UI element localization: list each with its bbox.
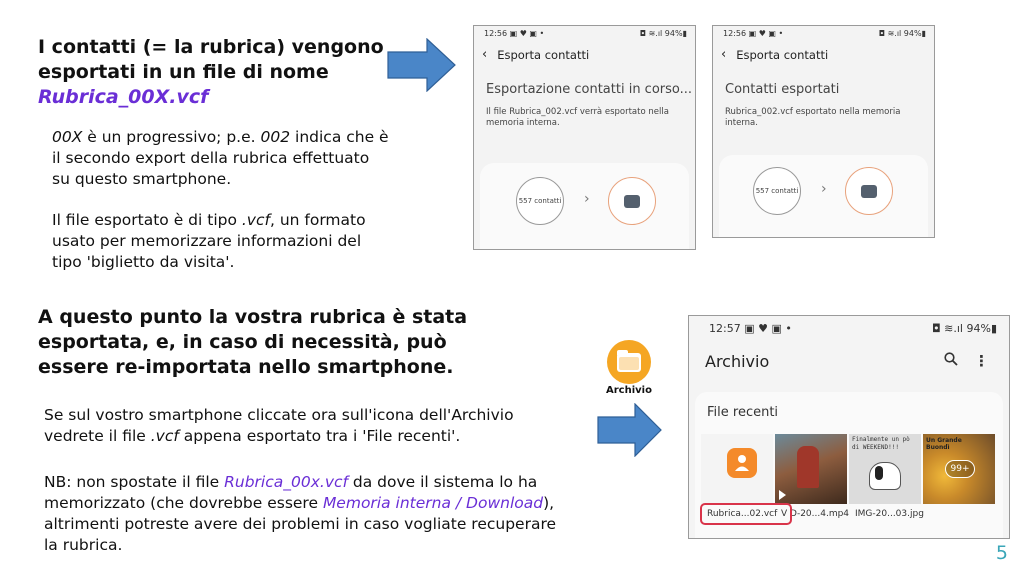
recent-file-image[interactable] <box>849 434 921 504</box>
section1-para1-d: indica che è <box>290 128 389 146</box>
chevron-right-icon: › <box>821 181 827 197</box>
section2-para1-line2c: appena esportato tra i 'File recenti'. <box>178 427 461 445</box>
status-bar <box>689 316 1009 335</box>
file-caption: Rubrica...02.vcf <box>707 509 778 519</box>
section1-para1-b: è un progressivo; p.e. <box>82 128 261 146</box>
file-caption: IMG-20...03.jpg <box>855 509 924 519</box>
file-caption: V D-20...4.mp4 <box>781 509 850 519</box>
status-time: 12:56 <box>484 29 508 38</box>
highlight-box <box>700 503 792 525</box>
folder-circle <box>845 167 893 215</box>
thumb-image-text: Un Grande Buondì <box>926 437 962 451</box>
section2-heading-line1: A questo punto la vostra rubrica è stata <box>38 306 468 328</box>
section1-para1-c: 002 <box>260 128 291 146</box>
section1-para1-line3: su questo smartphone. <box>52 170 232 188</box>
section1-para1-line2: il secondo export della rubrica effettuato <box>52 149 370 167</box>
export-card <box>719 155 928 237</box>
section2-para1-line2b: .vcf <box>150 427 179 445</box>
archivio-screenshot <box>688 315 1010 539</box>
section1-heading-filename: Rubrica_00X.vcf <box>38 86 209 108</box>
recent-file-vcf[interactable] <box>701 434 773 504</box>
section2-para1-line2a: vedrete il file <box>44 427 151 445</box>
section1-paragraph2 <box>52 210 432 273</box>
recent-files-label: File recenti <box>707 405 779 420</box>
archivio-toolbar <box>944 352 989 370</box>
recent-file-image[interactable] <box>923 434 995 504</box>
status-time: 12:56 <box>723 29 747 38</box>
right-arrow-icon <box>597 403 663 457</box>
archivio-app[interactable] <box>603 340 655 396</box>
phone-screenshot-exported <box>712 25 935 238</box>
nb-path: Memoria interna / Download <box>322 494 544 512</box>
folder-icon <box>617 353 641 372</box>
archivio-app-label: Archivio <box>606 385 652 396</box>
status-icons: ▣ ♥ ▣ • <box>748 29 784 38</box>
section1-para1-a: 00X <box>52 128 83 146</box>
archivio-title: Archivio <box>705 352 770 371</box>
screen-title-bar <box>713 47 934 62</box>
section2-para1-line1: Se sul vostro smartphone cliccate ora sull'icona dell'Archivio <box>44 406 514 424</box>
screen-title-bar <box>474 47 695 62</box>
nb-a: NB: non spostate il file <box>44 473 225 491</box>
section1-para2-c: , un formato <box>269 211 366 229</box>
section2-heading-line2: esportata, e, in caso di necessità, può <box>38 331 447 353</box>
recent-files-panel <box>695 392 1003 538</box>
export-status-heading: Contatti esportati <box>725 82 840 97</box>
export-status-sub: Il file Rubrica_002.vcf verrà esportato nella memoria interna. <box>486 107 669 128</box>
folder-icon <box>861 185 877 198</box>
play-icon <box>779 490 786 500</box>
status-bar <box>713 26 934 38</box>
status-right: ◘ ≋.ıl 94%▮ <box>878 29 926 38</box>
contacts-count: 557 contatti <box>518 197 562 205</box>
section2-nb-note <box>44 472 624 556</box>
nb-filename: Rubrica_00x.vcf <box>224 473 348 491</box>
section2-paragraph1 <box>44 405 604 447</box>
section2-heading <box>38 305 498 380</box>
section1-heading <box>38 35 418 110</box>
section1-paragraph1 <box>52 127 432 190</box>
section1-para2-b: .vcf <box>241 211 270 229</box>
contacts-count: 557 contatti <box>755 187 799 195</box>
right-arrow-icon <box>387 38 457 92</box>
more-options-icon[interactable]: ⋮ <box>974 352 989 370</box>
folder-icon <box>624 195 640 208</box>
contacts-count-circle <box>753 167 801 215</box>
nb-b: da dove il sistema lo ha <box>347 473 538 491</box>
export-status-heading: Esportazione contatti in corso... <box>486 82 693 97</box>
archivio-app-icon[interactable] <box>607 340 651 384</box>
nb-line3: altrimenti potreste avere dei problemi in caso vogliate recuperare <box>44 515 557 533</box>
nb-line4: la rubrica. <box>44 536 123 554</box>
recent-file-video[interactable] <box>775 434 847 504</box>
contact-file-icon <box>727 448 757 478</box>
status-bar <box>474 26 695 38</box>
section1-para2-line2: usato per memorizzare informazioni del <box>52 232 362 250</box>
status-time: 12:57 <box>709 322 741 335</box>
section2-heading-line3: essere re-importata nello smartphone. <box>38 356 454 378</box>
status-right: ◘ ≋.ıl 94%▮ <box>931 322 997 335</box>
export-status-sub: Rubrica_002.vcf esportato nella memoria interna. <box>725 107 901 128</box>
screen-title: Esporta contatti <box>736 47 829 62</box>
section1-heading-line1: I contatti (= la rubrica) vengono <box>38 36 384 58</box>
nb-line2b: ), <box>543 494 555 512</box>
nb-line2a: memorizzato (che dovrebbe essere <box>44 494 323 512</box>
search-icon[interactable] <box>944 352 958 370</box>
back-icon[interactable]: ‹ <box>721 47 727 62</box>
more-count-badge[interactable]: 99+ <box>945 460 975 478</box>
contacts-count-circle <box>516 177 564 225</box>
folder-circle <box>608 177 656 225</box>
export-card <box>480 163 689 249</box>
status-right: ◘ ≋.ıl 94%▮ <box>639 29 687 38</box>
screen-title: Esporta contatti <box>497 47 590 62</box>
back-icon[interactable]: ‹ <box>482 47 488 62</box>
phone-screenshot-exporting <box>473 25 696 250</box>
section1-para2-line3: tipo 'biglietto da visita'. <box>52 253 235 271</box>
section1-heading-line2: esportati in un file di nome <box>38 61 329 83</box>
section1-para2-a: Il file esportato è di tipo <box>52 211 242 229</box>
page-number: 5 <box>995 542 1008 564</box>
status-icons: ▣ ♥ ▣ • <box>509 29 545 38</box>
status-icons: ▣ ♥ ▣ • <box>744 322 792 335</box>
chevron-right-icon: › <box>584 191 590 207</box>
thumb-image-text: Finalmente un pò di WEEKEND!!! <box>852 436 910 451</box>
